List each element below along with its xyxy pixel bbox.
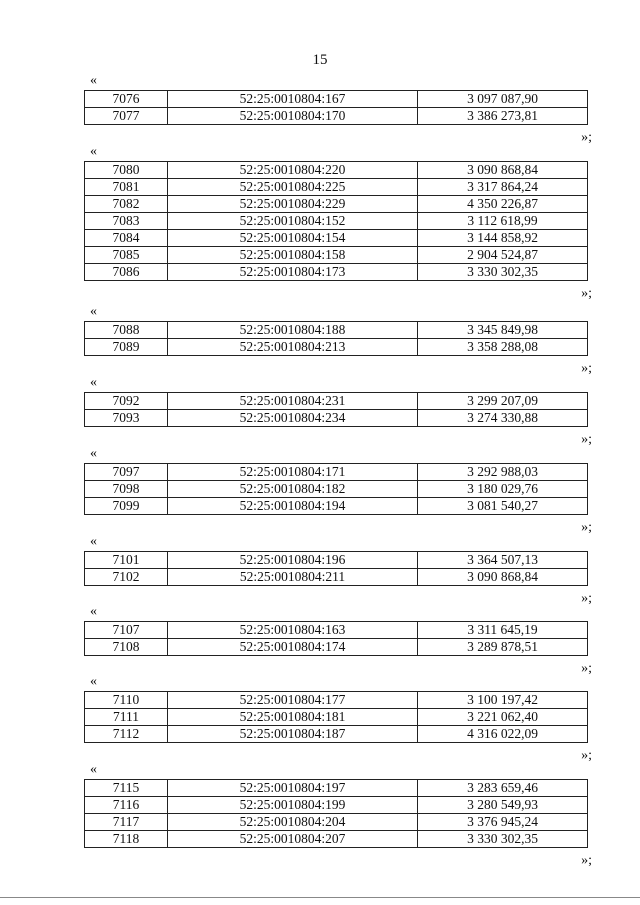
table-row: [85, 91, 588, 108]
page-number: 15: [312, 52, 328, 68]
cadastral-value: 3 376 945,24: [418, 814, 588, 831]
table-block: [84, 761, 592, 870]
cadastral-value: 3 289 878,51: [418, 639, 588, 656]
cadastral-number: 52:25:0010804:187: [168, 726, 418, 743]
table-row: [85, 797, 588, 814]
cadastral-number: 52:25:0010804:170: [168, 108, 418, 125]
table-row: [85, 162, 588, 179]
cadastral-value: 3 330 302,35: [418, 831, 588, 848]
opening-quote: «: [90, 534, 97, 549]
cadastral-value: 3 112 618,99: [418, 213, 588, 230]
table-block: [84, 143, 592, 303]
row-number: 7077: [85, 108, 168, 125]
cadastral-number: 52:25:0010804:171: [168, 464, 418, 481]
cadastral-value: 4 350 226,87: [418, 196, 588, 213]
data-table: [84, 779, 588, 848]
cadastral-number: 52:25:0010804:211: [168, 569, 418, 586]
cadastral-value: 3 283 659,46: [418, 780, 588, 797]
cadastral-value: 3 274 330,88: [418, 410, 588, 427]
data-table: [84, 392, 588, 427]
cadastral-number: 52:25:0010804:225: [168, 179, 418, 196]
cadastral-value: 3 364 507,13: [418, 552, 588, 569]
cadastral-value: 3 180 029,76: [418, 481, 588, 498]
cadastral-number: 52:25:0010804:181: [168, 709, 418, 726]
table-row: [85, 481, 588, 498]
cadastral-number: 52:25:0010804:213: [168, 339, 418, 356]
data-table: [84, 90, 588, 125]
cadastral-number: 52:25:0010804:173: [168, 264, 418, 281]
cadastral-value: 3 097 087,90: [418, 91, 588, 108]
cadastral-value: 3 221 062,40: [418, 709, 588, 726]
cadastral-value: 3 280 549,93: [418, 797, 588, 814]
row-number: 7117: [85, 814, 168, 831]
cadastral-value: 3 292 988,03: [418, 464, 588, 481]
row-number: 7107: [85, 622, 168, 639]
closing-quote: »;: [581, 286, 592, 301]
row-number: 7080: [85, 162, 168, 179]
cadastral-number: 52:25:0010804:167: [168, 91, 418, 108]
table-row: [85, 213, 588, 230]
table-row: [85, 726, 588, 743]
data-table: [84, 321, 588, 356]
opening-quote: «: [90, 375, 97, 390]
cadastral-number: 52:25:0010804:154: [168, 230, 418, 247]
table-row: [85, 692, 588, 709]
cadastral-value: 3 090 868,84: [418, 569, 588, 586]
table-row: [85, 339, 588, 356]
table-row: [85, 322, 588, 339]
row-number: 7101: [85, 552, 168, 569]
row-number: 7110: [85, 692, 168, 709]
cadastral-value: 4 316 022,09: [418, 726, 588, 743]
opening-quote: «: [90, 73, 97, 88]
page-bottom-rule: [0, 897, 640, 898]
table-block: [84, 603, 592, 678]
closing-quote: »;: [581, 361, 592, 376]
cadastral-number: 52:25:0010804:197: [168, 780, 418, 797]
table-row: [85, 264, 588, 281]
row-number: 7108: [85, 639, 168, 656]
cadastral-value: 3 100 197,42: [418, 692, 588, 709]
closing-quote: »;: [581, 853, 592, 868]
table-row: [85, 393, 588, 410]
data-table: [84, 621, 588, 656]
opening-quote: «: [90, 674, 97, 689]
cadastral-number: 52:25:0010804:231: [168, 393, 418, 410]
table-row: [85, 639, 588, 656]
data-table: [84, 551, 588, 586]
table-row: [85, 780, 588, 797]
row-number: 7097: [85, 464, 168, 481]
closing-quote: »;: [581, 432, 592, 447]
cadastral-number: 52:25:0010804:177: [168, 692, 418, 709]
cadastral-value: 3 144 858,92: [418, 230, 588, 247]
cadastral-number: 52:25:0010804:220: [168, 162, 418, 179]
table-row: [85, 108, 588, 125]
cadastral-value: 3 311 645,19: [418, 622, 588, 639]
opening-quote: «: [90, 762, 97, 777]
cadastral-number: 52:25:0010804:199: [168, 797, 418, 814]
row-number: 7102: [85, 569, 168, 586]
table-row: [85, 410, 588, 427]
cadastral-value: 3 299 207,09: [418, 393, 588, 410]
closing-quote: »;: [581, 748, 592, 763]
cadastral-value: 3 090 868,84: [418, 162, 588, 179]
row-number: 7116: [85, 797, 168, 814]
cadastral-number: 52:25:0010804:234: [168, 410, 418, 427]
table-row: [85, 831, 588, 848]
table-block: [84, 303, 592, 378]
cadastral-number: 52:25:0010804:163: [168, 622, 418, 639]
row-number: 7088: [85, 322, 168, 339]
table-block: [84, 72, 592, 147]
table-row: [85, 709, 588, 726]
opening-quote: «: [90, 446, 97, 461]
cadastral-number: 52:25:0010804:204: [168, 814, 418, 831]
row-number: 7118: [85, 831, 168, 848]
cadastral-number: 52:25:0010804:182: [168, 481, 418, 498]
row-number: 7081: [85, 179, 168, 196]
cadastral-number: 52:25:0010804:229: [168, 196, 418, 213]
row-number: 7076: [85, 91, 168, 108]
table-row: [85, 814, 588, 831]
cadastral-value: 3 081 540,27: [418, 498, 588, 515]
closing-quote: »;: [581, 591, 592, 606]
row-number: 7082: [85, 196, 168, 213]
row-number: 7111: [85, 709, 168, 726]
row-number: 7083: [85, 213, 168, 230]
opening-quote: «: [90, 304, 97, 319]
closing-quote: »;: [581, 661, 592, 676]
table-block: [84, 673, 592, 765]
cadastral-number: 52:25:0010804:188: [168, 322, 418, 339]
closing-quote: »;: [581, 520, 592, 535]
opening-quote: «: [90, 144, 97, 159]
cadastral-value: 2 904 524,87: [418, 247, 588, 264]
row-number: 7115: [85, 780, 168, 797]
table-row: [85, 622, 588, 639]
table-row: [85, 196, 588, 213]
data-table: [84, 691, 588, 743]
table-row: [85, 498, 588, 515]
cadastral-value: 3 317 864,24: [418, 179, 588, 196]
cadastral-value: 3 386 273,81: [418, 108, 588, 125]
table-row: [85, 464, 588, 481]
row-number: 7086: [85, 264, 168, 281]
table-row: [85, 230, 588, 247]
table-block: [84, 533, 592, 608]
data-table: [84, 463, 588, 515]
row-number: 7089: [85, 339, 168, 356]
row-number: 7112: [85, 726, 168, 743]
cadastral-value: 3 330 302,35: [418, 264, 588, 281]
table-row: [85, 552, 588, 569]
cadastral-number: 52:25:0010804:158: [168, 247, 418, 264]
row-number: 7098: [85, 481, 168, 498]
cadastral-value: 3 345 849,98: [418, 322, 588, 339]
cadastral-number: 52:25:0010804:152: [168, 213, 418, 230]
table-block: [84, 374, 592, 449]
cadastral-value: 3 358 288,08: [418, 339, 588, 356]
opening-quote: «: [90, 604, 97, 619]
cadastral-number: 52:25:0010804:194: [168, 498, 418, 515]
row-number: 7092: [85, 393, 168, 410]
table-row: [85, 569, 588, 586]
cadastral-number: 52:25:0010804:174: [168, 639, 418, 656]
data-table: [84, 161, 588, 281]
cadastral-number: 52:25:0010804:207: [168, 831, 418, 848]
row-number: 7093: [85, 410, 168, 427]
row-number: 7085: [85, 247, 168, 264]
cadastral-number: 52:25:0010804:196: [168, 552, 418, 569]
row-number: 7099: [85, 498, 168, 515]
table-row: [85, 247, 588, 264]
table-row: [85, 179, 588, 196]
row-number: 7084: [85, 230, 168, 247]
closing-quote: »;: [581, 130, 592, 145]
table-block: [84, 445, 592, 537]
